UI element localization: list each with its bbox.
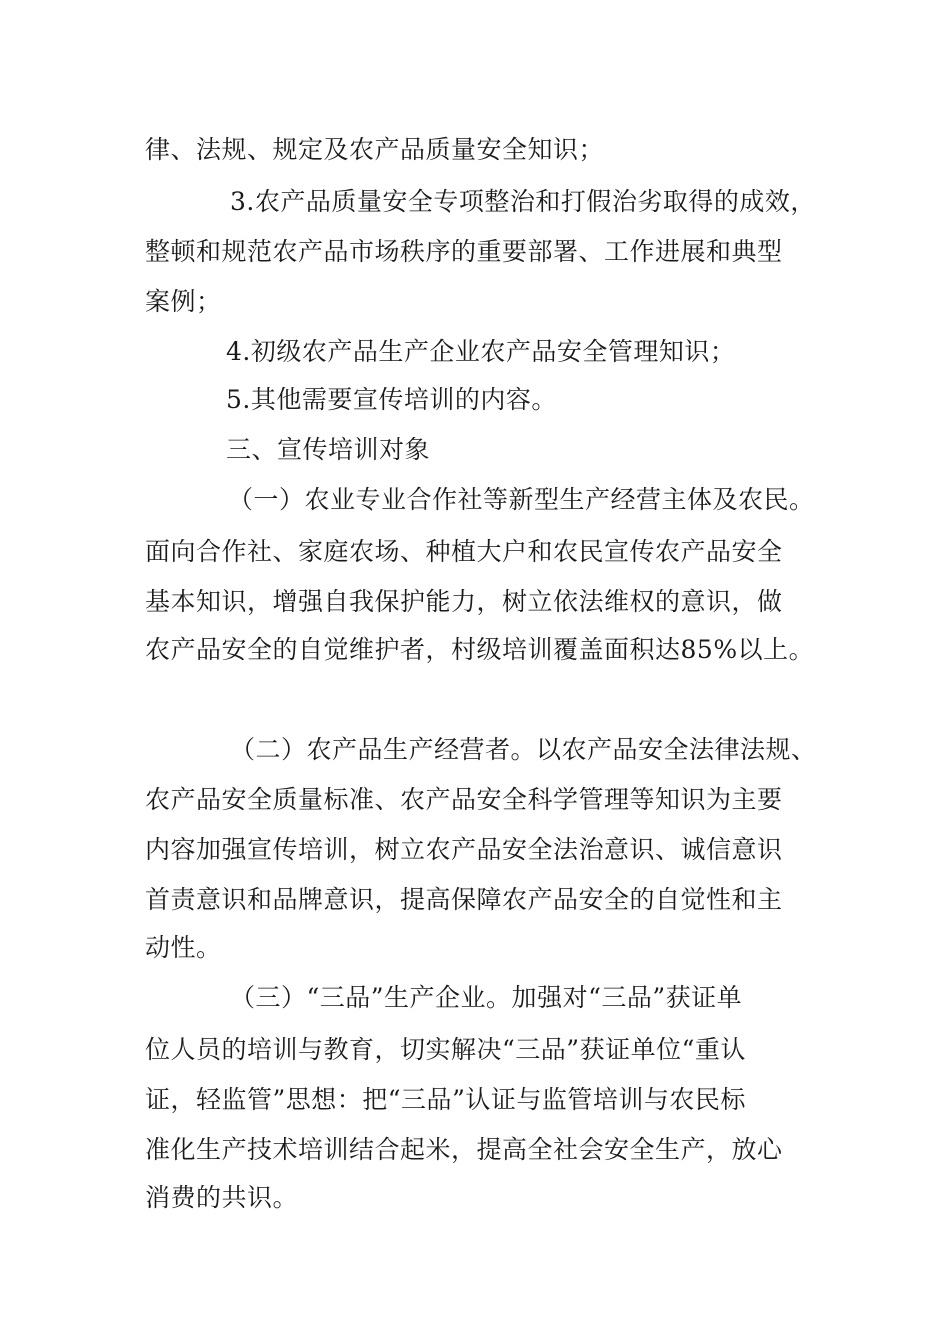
- text-line: 面向合作社、家庭农场、种植大户和农民宣传农产品安全: [145, 537, 783, 566]
- text-line: 位人员的培训与教育，切实解决“三品”获证单位“重认: [145, 1035, 746, 1064]
- text-line: 首责意识和品牌意识，提高保障农产品安全的自觉性和主: [145, 885, 783, 914]
- text-line: 动性。: [145, 933, 222, 962]
- text-line: 农产品安全质量标准、农产品安全科学管理等知识为主要: [145, 785, 783, 814]
- text-line: （二）农产品生产经营者。以农产品安全法律法规、: [230, 735, 817, 764]
- text-line: 内容加强宣传培训，树立农产品安全法治意识、诚信意识: [145, 835, 783, 864]
- text-line: （三）“三品”生产企业。加强对“三品”获证单: [230, 983, 743, 1012]
- text-line: 4.初级农产品生产企业农产品安全管理知识；: [226, 337, 736, 366]
- text-line: 3.农产品质量安全专项整治和打假治劣取得的成效，: [230, 187, 816, 216]
- text-line: 农产品安全的自觉维护者，村级培训覆盖面积达85%以上。: [145, 635, 815, 664]
- text-line: 基本知识，增强自我保护能力，树立依法维权的意识，做: [145, 587, 783, 616]
- text-line: 律、法规、规定及农产品质量安全知识；: [145, 135, 605, 164]
- text-line: 消费的共识。: [145, 1183, 299, 1212]
- text-line: 整顿和规范农产品市场秩序的重要部署、工作进展和典型: [145, 237, 783, 266]
- section-heading: 三、宣传培训对象: [226, 435, 431, 464]
- text-line: 证，轻监管”思想：把“三品”认证与监管培训与农民标: [145, 1085, 746, 1114]
- text-line: 案例；: [145, 287, 222, 316]
- text-line: 5.其他需要宣传培训的内容。: [226, 385, 557, 414]
- text-line: （一）农业专业合作社等新型生产经营主体及农民。: [228, 485, 815, 514]
- text-line: 准化生产技术培训结合起米，提高全社会安全生产，放心: [145, 1135, 783, 1164]
